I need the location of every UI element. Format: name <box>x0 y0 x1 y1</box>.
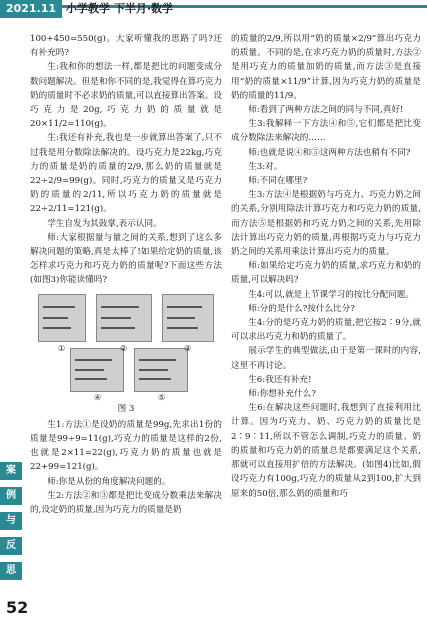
paragraph: 师:你是从份的角度解决问题的。 <box>47 476 171 487</box>
magazine-title: 小学教学 下半月·数学 <box>66 2 174 15</box>
paragraph: 生3:方法④是根据奶与巧克力、巧克力奶之间的关系,分别用除法计算巧克力和巧克力奶的质量,而方法⑤是根据奶和巧克力奶之间的关系,先用除法计算出巧克力奶的质量,再根据巧克力与巧克力奶之间的关系用乘法计算出巧克力的质量。 <box>231 190 421 258</box>
paragraph: 师:看到了两种方法之间的同与不同,真好! <box>248 105 404 116</box>
photo-method-3 <box>162 294 214 342</box>
paragraph: 生6:在解决这些问题时,我想到了直接利用比计算。因为巧克力、奶、巧克力奶的质量比是2∶9∶11,所以不管怎么调制,巧克力的质量、奶的质量和巧克力奶的质量总是都要满足这个关系,那就可以直接用扩倍的方法解决。(如图4)比如,假设巧克力有100g,巧克力的质量从2到100,扩大到原来的50倍,那么奶的质量和巧 <box>231 403 421 499</box>
paragraph: 生:我还有补充,我也是一步就算出答案了,只不过我是用分数除法解决的。设巧克力是22kg,巧克力的质量是奶的质量的2/9,那么奶的质量就是22÷2/9=99(g)。同时,巧克力的质量又是巧克力奶的质量的2/11,所以巧克力奶的质量就是22÷2/11=121(g)。 <box>30 133 222 215</box>
paragraph: 师:如果给定巧克力奶的质量,求巧克力和奶的质量,可以解决吗? <box>231 261 421 286</box>
photo-method-4 <box>70 348 124 392</box>
paragraph: 师:你想补充什么? <box>248 389 316 400</box>
page-header <box>0 0 427 26</box>
photo-method-2 <box>96 294 152 342</box>
figure-3 <box>30 292 222 400</box>
paragraph: 展示学生的典型做法,由于是第一课时的内容,这里不再讨论。 <box>231 346 421 371</box>
paragraph: 师:分的是什么?按什么比分? <box>248 303 355 314</box>
paragraph: 生2:方法②和③都是把比变成分数乘法来解决的,设定奶的质量,因为巧克力的质量是奶 <box>30 490 222 516</box>
section-tab: 案 <box>0 462 22 480</box>
issue-date: 2021.11 <box>0 0 62 18</box>
section-tab: 与 <box>0 512 22 530</box>
page-number: 52 <box>6 598 29 617</box>
paragraph: 生6:我还有补充! <box>248 374 312 385</box>
paragraph: 生3:对。 <box>248 161 283 172</box>
paragraph: 师:也就是说④和⑤这两种方法也稍有不同? <box>248 147 411 158</box>
figure-label-3: ③ <box>184 343 192 353</box>
paragraph: 生1:方法①是设奶的质量是99g,先求出1份的质量是99÷9=11(g),巧克力的质量是这样的2份,也就是2×11=22(g),巧克力奶的质量也就是22+99=121(g)。 <box>30 419 222 473</box>
paragraph: 生4:可以,就是上节课学习的按比分配问题。 <box>248 289 414 300</box>
section-tab: 思 <box>0 562 22 580</box>
header-rule <box>0 5 427 8</box>
paragraph: 生:我和你的想法一样,都是把比的问题变成分数问题解决。但是和你不同的是,我觉得在算巧克力奶的质量时不必求奶的质量,可以直接算出答案。设巧克力是20g,巧克力奶的质量就是20×11/2=110(g)。 <box>30 62 222 130</box>
photo-method-1 <box>38 294 86 342</box>
paragraph: 100+450=550(g)。大家听懂我的思路了吗?还有补充吗? <box>30 34 222 59</box>
section-tab: 反 <box>0 537 22 555</box>
figure-label-4: ④ <box>94 392 102 402</box>
right-column <box>231 32 421 501</box>
figure-label-1: ① <box>58 343 66 353</box>
left-column <box>30 32 222 517</box>
paragraph: 的质量的2/9,所以用“奶的质量×2/9”算出巧克力的质量。不同的是,在求巧克力奶的质量时,方法②是用巧克力的质量加奶的质量,而方法③是直接用“奶的质量×11/9”计算,因为巧克力奶的质量是奶的质量的11/9。 <box>231 34 421 101</box>
figure-label-2: ② <box>120 343 128 353</box>
paragraph: 生3:我解释一下方法④和⑤,它们都是把比变成分数除法来解决的…… <box>231 119 421 144</box>
figure-label-5: ⑤ <box>158 392 166 402</box>
figure-caption: 图 3 <box>117 403 135 414</box>
paragraph: 师:大家根据量与量之间的关系,想到了这么多解决问题的策略,真是太棒了!如果给定奶的质量,该怎样求巧克力和巧克力奶的质量呢?下面这些方法(如图3)你能读懂吗? <box>30 232 222 286</box>
photo-method-5 <box>134 348 188 392</box>
paragraph: 生4:分的是巧克力奶的质量,把它按2∶9分,就可以求出巧克力和奶的质量了。 <box>231 318 421 343</box>
paragraph: 学生自发为其鼓掌,表示认同。 <box>47 218 162 229</box>
section-tab: 例 <box>0 487 22 505</box>
paragraph: 师:不同在哪里? <box>248 176 308 187</box>
